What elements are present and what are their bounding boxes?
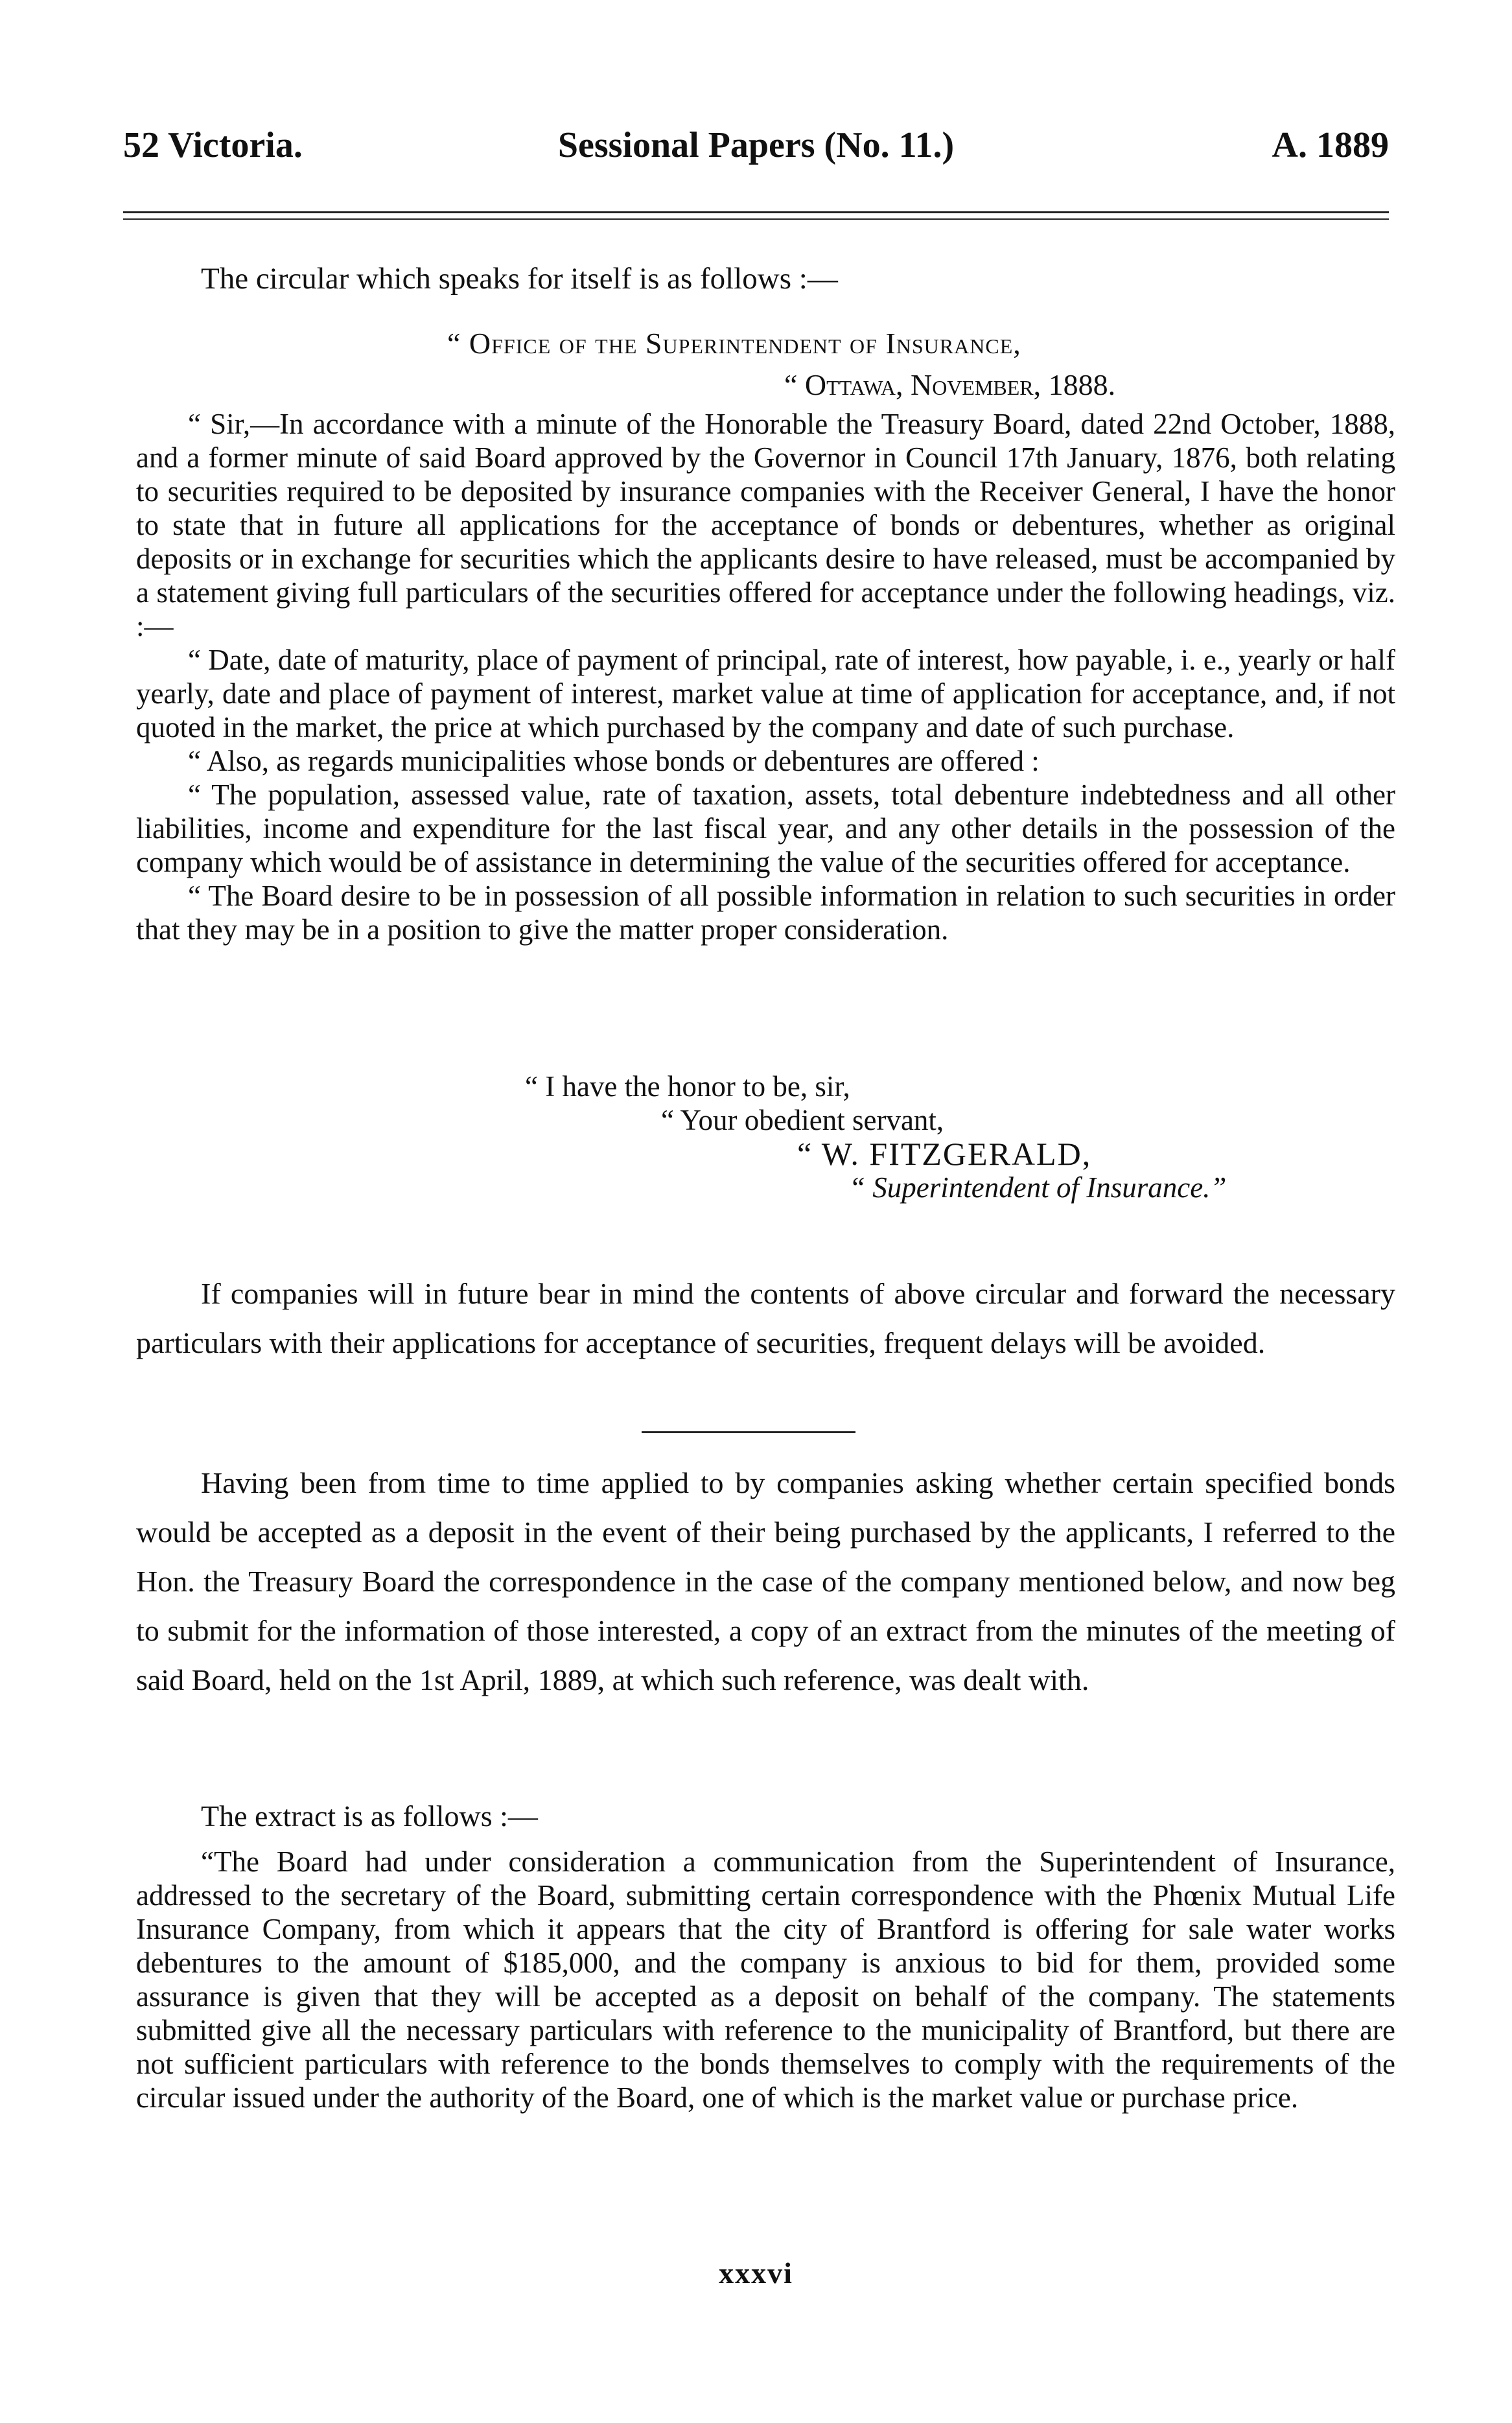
intro-paragraph: The circular which speaks for itself is as follows :—: [201, 262, 838, 296]
office-line: “ Office of the Superintendent of Insurance,: [447, 327, 1021, 360]
extract-paragraph: “The Board had under consideration a communication from the Superintendent of Insurance, addressed to the secretary of the Board, submitting certain correspondence with the Phœnix Mutual Life Insurance Company, from which it appears that the city of Brantford is offering for sale water works debentures to the amount of $185,000, and the company is anxious to bid for them, provided some assurance is given that they will be accepted as a deposit on behalf of the company. The statements submitted give all the necessary particulars with reference to the municipality of Brantford, but there are not sufficient particulars with reference to the bonds themselves to comply with the requirements of the circular issued under the authority of the Board, one of which is the market value or purchase price.: [136, 1845, 1395, 2114]
signatory-title: “ Superintendent of Insurance.”: [849, 1171, 1227, 1204]
circular-paragraph: “ Sir,—In accordance with a minute of the Honorable the Treasury Board, dated 22nd October, 1888, and a former minute of said Board approved by the Governor in Council 17th January, 1876, both relating to securities required to be deposited by insurance companies with the Receiver General, I have the honor to state that in future all applications for the acceptance of bonds or debentures, whether as original deposits or in exchange for securities which the applicants desire to have released, must be accompanied by a statement giving full particulars of the securities offered for acceptance under the following headings, viz. :—: [136, 408, 1395, 642]
signature-block: [136, 1070, 1395, 1204]
circular-heading: [447, 323, 1115, 406]
circular-paragraph: “ The Board desire to be in possession of all possible information in relation to such securities in order that they may be in a position to give the matter proper consideration.: [136, 880, 1395, 946]
closing-line: “ Your obedient servant,: [661, 1104, 944, 1136]
closing-line: “ I have the honor to be, sir,: [525, 1070, 850, 1103]
date-line: “ Ottawa, November, 1888.: [784, 368, 1116, 401]
extract-intro: The extract is as follows :—: [201, 1799, 538, 1832]
circular-paragraph: “ The population, assessed value, rate of taxation, assets, total debenture indebtedness and all other liabilities, income and expenditure for the last fiscal year, and any other details in the possession of the company which would be of assistance in determining the value of the securities offered for acceptance.: [136, 778, 1395, 878]
header-volume: 52 Victoria.: [123, 125, 303, 165]
circular-paragraph: “ Date, date of maturity, place of payment of principal, rate of interest, how payable, i. e., yearly or half yearly, date and place of payment of interest, market value at time of application for acceptance, and, if not quoted in the market, the price at which purchased by the company and date of such purchase.: [136, 644, 1395, 743]
header-year: A. 1889: [1272, 125, 1389, 165]
page-number: xxxvi: [719, 2256, 793, 2289]
header-title: Sessional Papers (No. 11.): [557, 125, 955, 165]
circular-body: [136, 407, 1395, 946]
header-rule: [123, 211, 1389, 220]
section-divider: [642, 1431, 855, 1433]
signatory-name: “ W. FITZGERALD,: [797, 1136, 1092, 1172]
running-header: [123, 124, 1389, 176]
paragraph-contents-reminder: If companies will in future bear in mind the contents of above circular and forward the necessary particulars with their applications for acceptance of securities, frequent delays will be avoided.: [136, 1277, 1395, 1359]
paragraph-treasury-board: Having been from time to time applied to by companies asking whether certain specified bonds would be accepted as a deposit in the event of their being purchased by the applicants, I referred to the Hon. the Treasury Board the correspondence in the case of the company mentioned below, and now beg to submit for the information of those interested, a copy of an extract from the minutes of the meeting of said Board, held on the 1st April, 1889, at which such reference, was dealt with.: [136, 1466, 1395, 1696]
circular-paragraph: “ Also, as regards municipalities whose bonds or debentures are offered :: [188, 745, 1040, 777]
